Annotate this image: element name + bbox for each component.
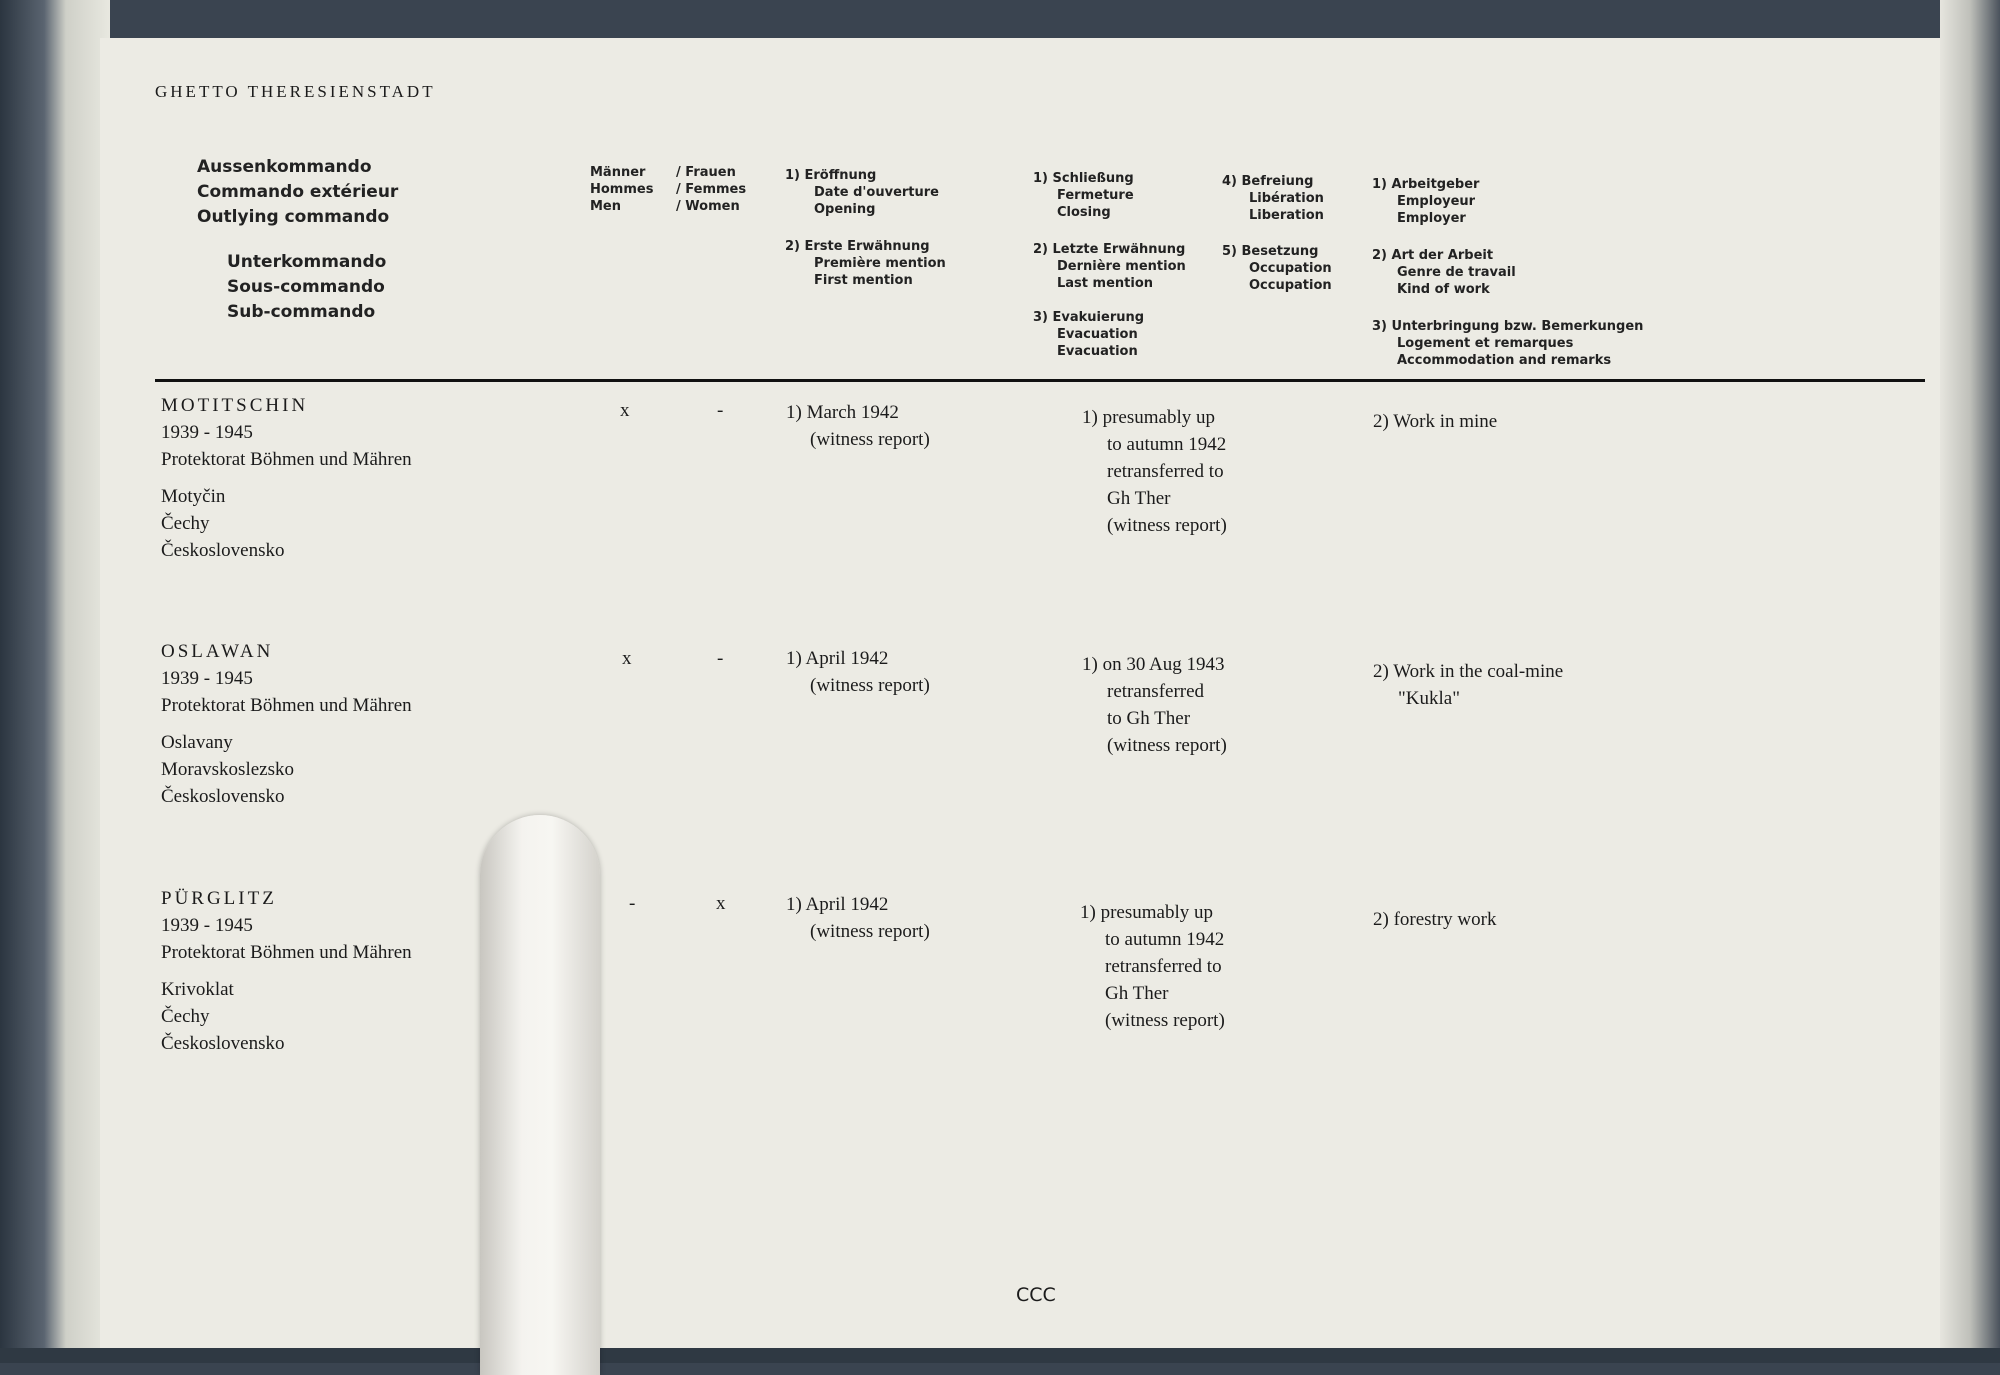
entry-name: MOTITSCHIN [161,395,309,416]
header-first-mention-de: 2) Erste Erwähnung [785,239,930,254]
header-occupation [1222,243,1332,294]
header-first-mention-en: First mention [814,273,913,288]
entry-closing-line: (witness report) [1107,735,1227,756]
header-evacuation [1033,309,1144,360]
header-work-type-fr: Genre de travail [1397,265,1516,280]
header-gender-women [676,164,746,215]
header-unter-de: Unterkommando [227,252,387,272]
header-accommodation [1372,318,1643,369]
entry-years: 1939 - 1945 [161,422,253,443]
entry-years: 1939 - 1945 [161,915,253,936]
header-aussen [197,155,398,230]
header-occupation-de: 5) Besetzung [1222,244,1319,259]
entry-local-country: Československo [161,786,285,807]
header-opening-de: 1) Eröffnung [785,168,877,183]
entry-closing-line: Gh Ther [1105,983,1169,1004]
header-occupation-fr: Occupation [1249,261,1332,276]
header-aussen-de: Aussenkommando [197,157,372,177]
header-accommodation-fr: Logement et remarques [1397,336,1574,351]
header-liberation-fr: Libération [1249,191,1324,206]
entry-closing [1080,899,1225,1034]
entry-motitschin-place [161,392,412,564]
entry-closing-line: retransferred to [1107,461,1224,482]
entry-work-line: 2) forestry work [1373,909,1497,930]
header-closing-fr: Fermeture [1057,188,1134,203]
entry-local-name: Oslavany [161,732,233,753]
entry-opening-date: 1) April 1942 [786,648,889,669]
header-women-de: / Frauen [676,165,736,180]
header-rule [155,379,1925,382]
entry-opening-source: (witness report) [810,429,930,450]
entry-region: Protektorat Böhmen und Mähren [161,695,412,716]
entry-women-mark: - [717,400,724,421]
entry-local-name: Motyčin [161,486,226,507]
entry-opening-source: (witness report) [810,921,930,942]
header-liberation-en: Liberation [1249,208,1324,223]
entry-closing-line: retransferred to [1105,956,1222,977]
header-unter-fr: Sous-commando [227,277,385,297]
header-last-mention [1033,241,1186,292]
book-page-edges [0,0,110,1363]
entry-closing-line: 1) presumably up [1082,407,1215,428]
entry-men-mark: x [620,400,630,421]
entry-closing-line: 1) presumably up [1080,902,1213,923]
header-last-mention-en: Last mention [1057,276,1154,291]
header-aussen-fr: Commando extérieur [197,182,399,202]
header-occupation-en: Occupation [1249,278,1332,293]
header-opening-en: Opening [814,202,876,217]
entry-local-country: Československo [161,1033,285,1054]
header-aussen-en: Outlying commando [197,207,390,227]
header-work-type-en: Kind of work [1397,282,1490,297]
entry-name: OSLAWAN [161,641,274,662]
entry-work [1373,408,1497,435]
header-liberation-de: 4) Befreiung [1222,174,1314,189]
header-liberation [1222,173,1324,224]
thumb-image [480,815,600,1375]
header-last-mention-fr: Dernière mention [1057,259,1186,274]
entry-region: Protektorat Böhmen und Mähren [161,449,412,470]
entry-men-mark: - [629,893,636,914]
entry-women-mark: x [716,893,726,914]
entry-local-region: Čechy [161,513,210,534]
book-bottom-edge [0,1348,2000,1363]
entry-closing [1082,404,1227,539]
entry-closing-line: 1) on 30 Aug 1943 [1082,654,1225,675]
entry-work-line: "Kukla" [1398,688,1460,709]
entry-local-name: Krivoklat [161,979,234,1000]
entry-opening-date: 1) April 1942 [786,894,889,915]
header-men-fr: Hommes [590,182,654,197]
header-employer-fr: Employeur [1397,194,1476,209]
entry-purglitz-place [161,885,412,1057]
entry-opening-date: 1) March 1942 [786,402,899,423]
entry-closing [1082,651,1227,759]
entry-name: PÜRGLITZ [161,888,277,909]
header-women-fr: / Femmes [676,182,747,197]
entry-closing-line: (witness report) [1107,515,1227,536]
header-employer-en: Employer [1397,211,1466,226]
header-accommodation-de: 3) Unterbringung bzw. Bemerkungen [1372,319,1644,334]
header-gender-men [590,164,653,215]
page-title: GHETTO THERESIENSTADT [155,82,436,101]
header-accommodation-en: Accommodation and remarks [1397,353,1612,368]
header-unter [227,250,386,325]
entry-men-mark: x [622,648,632,669]
entry-women-mark: - [717,648,724,669]
entry-closing-line: to autumn 1942 [1107,434,1227,455]
header-men-de: Männer [590,165,646,180]
header-women-en: / Women [676,199,740,214]
entry-work-line: 2) Work in the coal-mine [1373,661,1564,682]
header-unter-en: Sub-commando [227,302,376,322]
header-first-mention-fr: Première mention [814,256,946,271]
header-last-mention-de: 2) Letzte Erwähnung [1033,242,1186,257]
entry-years: 1939 - 1945 [161,668,253,689]
header-men-en: Men [590,199,622,214]
entry-region: Protektorat Böhmen und Mähren [161,942,412,963]
entry-closing-line: to autumn 1942 [1105,929,1225,950]
header-evacuation-fr: Evacuation [1057,327,1138,342]
entry-local-region: Moravskoslezsko [161,759,294,780]
entry-work [1373,658,1563,712]
entry-closing-line: retransferred [1107,681,1205,702]
entry-opening [786,645,930,699]
entry-closing-line: (witness report) [1105,1010,1225,1031]
page-number: CCC [1016,1284,1056,1306]
entry-closing-line: to Gh Ther [1107,708,1191,729]
header-work-type [1372,247,1516,298]
entry-local-country: Československo [161,540,285,561]
header-closing-en: Closing [1057,205,1111,220]
entry-work-line: 2) Work in mine [1373,411,1498,432]
header-employer-de: 1) Arbeitgeber [1372,177,1480,192]
entry-opening-source: (witness report) [810,675,930,696]
entry-work [1373,906,1496,933]
header-first-mention [785,238,946,289]
header-opening-fr: Date d'ouverture [814,185,939,200]
header-evacuation-en: Evacuation [1057,344,1138,359]
header-evacuation-de: 3) Evakuierung [1033,310,1145,325]
entry-closing-line: Gh Ther [1107,488,1171,509]
entry-local-region: Čechy [161,1006,210,1027]
header-closing-de: 1) Schließung [1033,171,1134,186]
page-gutter-shadow [1940,0,2000,1363]
entry-opening [786,399,930,453]
header-opening [785,167,939,218]
entry-oslawan-place [161,638,412,810]
header-employer [1372,176,1479,227]
header-closing [1033,170,1134,221]
entry-opening [786,891,930,945]
header-work-type-de: 2) Art der Arbeit [1372,248,1494,263]
